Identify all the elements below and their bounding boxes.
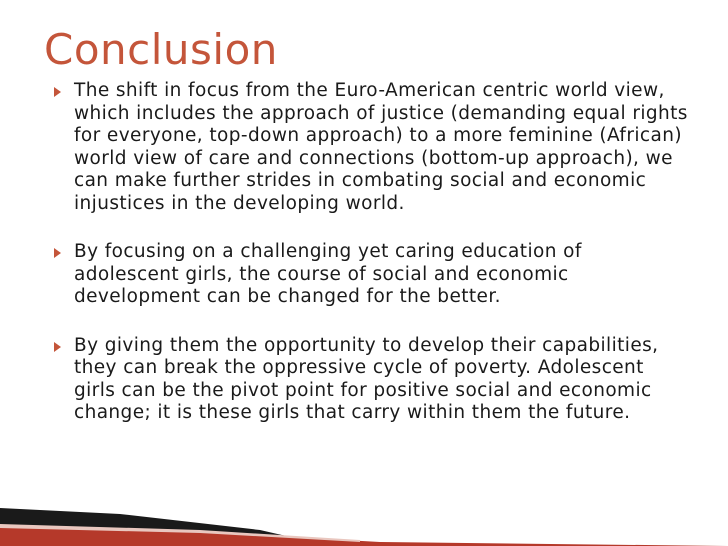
bullet-text: By focusing on a challenging yet caring education of adolescent girls, the course of social and economic development can be changed for the better. [74,241,582,307]
triangle-right-icon [54,248,61,258]
bullet-list [50,80,690,451]
bullet-text: The shift in focus from the Euro-American centric world view, which includes the approach of justice (demanding equal rights for everyone, top-down approach) to a more feminine (African) world view of care and connections (bottom-up approach), we can make further strides in combating social and economic injustices in the developing world. [74,80,688,214]
slide-title: Conclusion [44,25,278,74]
triangle-right-icon [54,342,61,352]
triangle-right-icon [54,87,61,97]
bottom-decoration [0,486,728,546]
bullet-item [50,80,690,215]
bullet-text: By giving them the opportunity to develop their capabilities, they can break the oppressive cycle of poverty. Adolescent girls can be the pivot point for positive social and economic change; it is these girls that carry within them the future. [74,334,659,423]
bullet-item [50,241,690,309]
bullet-item [50,335,690,425]
